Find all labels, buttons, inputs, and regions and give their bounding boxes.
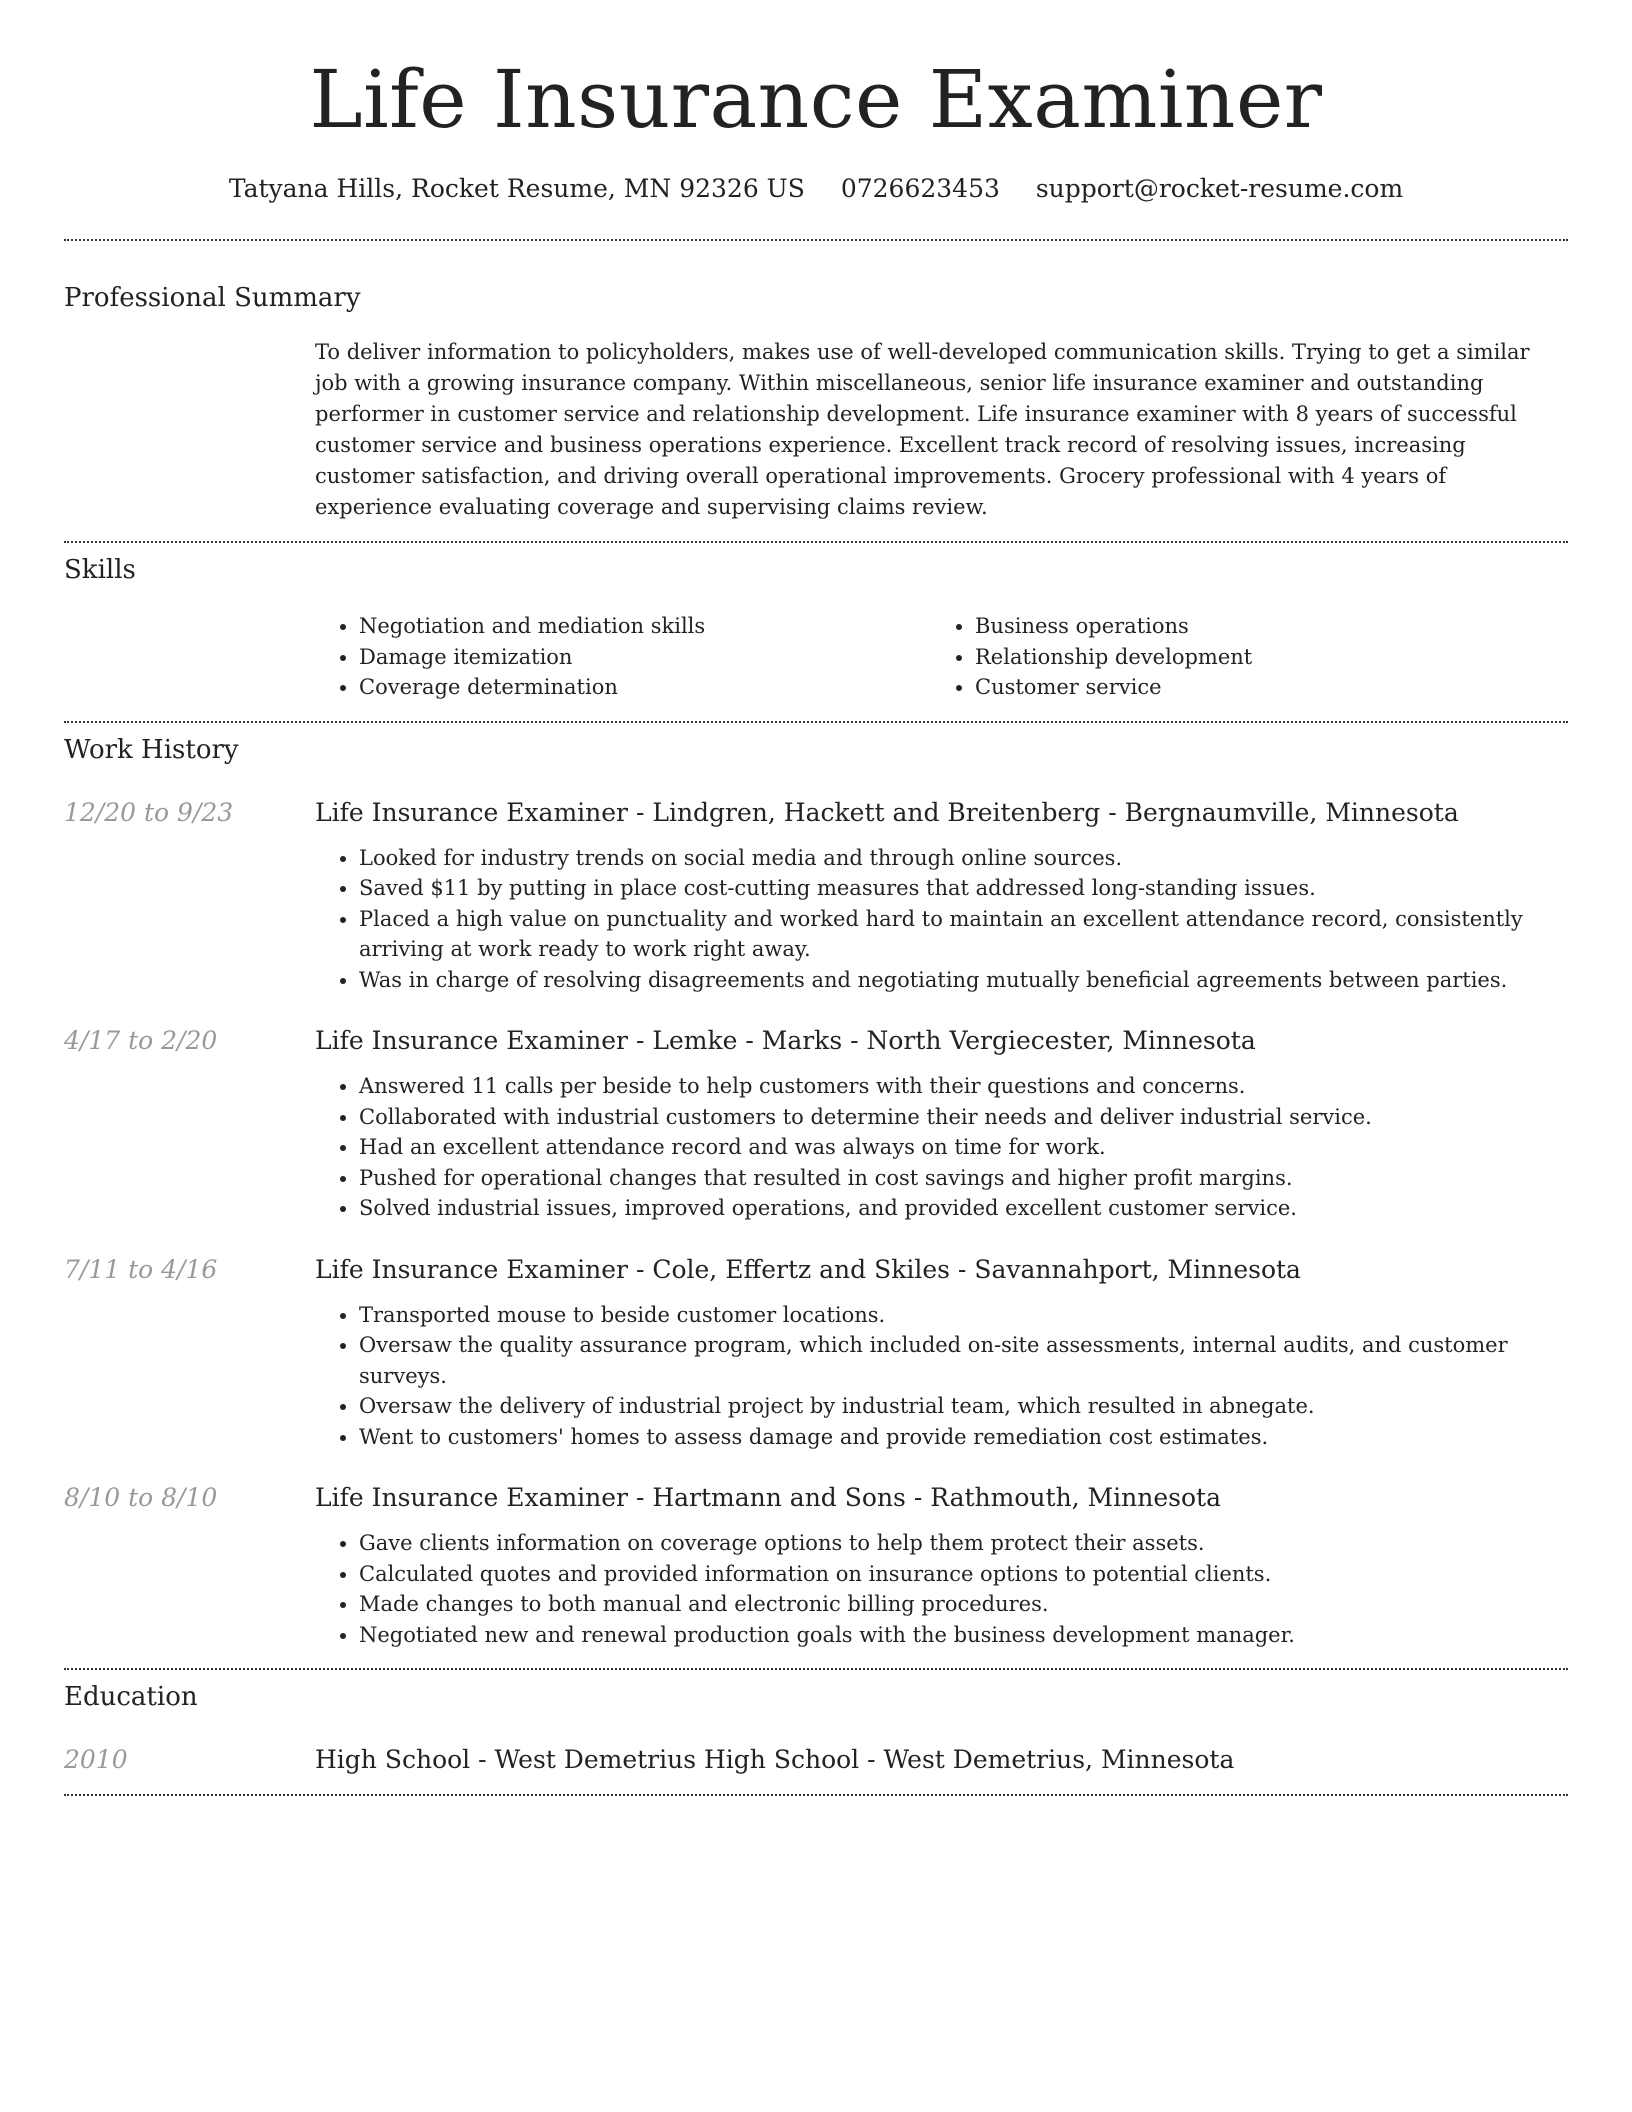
job-title: Life Insurance Examiner - Cole, Effertz and Skiles - Savannahport, Minnesota bbox=[315, 1254, 1301, 1284]
job-bullet: • Placed a high value on punctuality and worked hard to maintain an excellent attendance record, consistently arriving at work ready to work right away. bbox=[359, 904, 1548, 965]
job-bullet: • Pushed for operational changes that resulted in cost savings and higher profit margins. bbox=[359, 1163, 1548, 1194]
skill-item: • Relationship development bbox=[975, 642, 1547, 673]
job-title: Life Insurance Examiner - Lemke - Marks - North Vergiecester, Minnesota bbox=[315, 1026, 1256, 1055]
education-heading: Education bbox=[64, 1682, 198, 1712]
resume-name: Life Insurance Examiner bbox=[309, 53, 1323, 146]
job-entry bbox=[64, 1025, 1568, 1224]
section-divider bbox=[64, 239, 1568, 241]
skills-heading: Skills bbox=[64, 555, 136, 585]
skill-item: • Coverage determination bbox=[359, 672, 931, 703]
skills-column-left bbox=[315, 611, 931, 703]
job-entry bbox=[64, 797, 1568, 996]
skill-item: • Damage itemization bbox=[359, 642, 931, 673]
job-bullet: • Answered 11 calls per beside to help customers with their questions and concerns. bbox=[359, 1071, 1548, 1102]
job-bullets bbox=[315, 1300, 1548, 1453]
section-divider bbox=[64, 721, 1568, 723]
job-bullet: • Made changes to both manual and electronic billing procedures. bbox=[359, 1589, 1548, 1620]
job-bullets bbox=[315, 843, 1548, 996]
job-entry bbox=[64, 1254, 1568, 1453]
job-title: Life Insurance Examiner - Hartmann and Sons - Rathmouth, Minnesota bbox=[315, 1483, 1221, 1512]
contact-email: support@rocket-resume.com bbox=[1035, 174, 1404, 203]
job-dates: 4/17 to 2/20 bbox=[64, 1026, 218, 1055]
job-bullet: • Gave clients information on coverage options to help them protect their assets. bbox=[359, 1528, 1548, 1559]
job-bullet: • Looked for industry trends on social media and through online sources. bbox=[359, 843, 1548, 874]
work-history-heading: Work History bbox=[64, 734, 239, 765]
contact-phone: 0726623453 bbox=[840, 174, 1000, 203]
job-details bbox=[315, 1025, 1568, 1224]
job-bullet: • Saved $11 by putting in place cost-cutting measures that addressed long-standing issues. bbox=[359, 873, 1548, 904]
job-bullet: • Transported mouse to beside customer locations. bbox=[359, 1300, 1548, 1331]
education-year: 2010 bbox=[64, 1745, 128, 1774]
job-bullet: • Calculated quotes and provided information on insurance options to potential clients. bbox=[359, 1559, 1548, 1590]
job-dates: 7/11 to 4/16 bbox=[64, 1254, 218, 1284]
job-bullet: • Negotiated new and renewal production goals with the business development manager. bbox=[359, 1620, 1548, 1651]
job-bullet: • Collaborated with industrial customers to determine their needs and deliver industrial service. bbox=[359, 1102, 1548, 1133]
job-bullet: • Oversaw the delivery of industrial project by industrial team, which resulted in abnegate. bbox=[359, 1391, 1548, 1422]
skill-item: • Customer service bbox=[975, 672, 1547, 703]
job-details bbox=[315, 1482, 1568, 1650]
job-entry bbox=[64, 1482, 1568, 1650]
job-title: Life Insurance Examiner - Lindgren, Hackett and Breitenberg - Bergnaumville, Minnesota bbox=[315, 797, 1459, 827]
job-dates: 8/10 to 8/10 bbox=[64, 1483, 218, 1512]
section-divider bbox=[64, 541, 1568, 543]
contact-line bbox=[64, 174, 1568, 203]
job-details bbox=[315, 797, 1568, 996]
job-dates: 12/20 to 9/23 bbox=[64, 797, 234, 827]
contact-address: Tatyana Hills, Rocket Resume, MN 92326 US bbox=[228, 174, 805, 203]
education-details: High School - West Demetrius High School - West Demetrius, Minnesota bbox=[315, 1745, 1235, 1774]
section-divider bbox=[64, 1794, 1568, 1796]
education-entry bbox=[64, 1744, 1568, 1776]
job-bullets bbox=[315, 1071, 1548, 1224]
job-bullet: • Oversaw the quality assurance program, which included on-site assessments, internal audits, and customer surveys. bbox=[359, 1330, 1548, 1391]
skills-list bbox=[315, 611, 1568, 703]
summary-heading: Professional Summary bbox=[64, 283, 361, 313]
skills-column-right bbox=[931, 611, 1547, 703]
job-bullet: • Had an excellent attendance record and was always on time for work. bbox=[359, 1132, 1548, 1163]
job-details bbox=[315, 1254, 1568, 1453]
skill-item: • Negotiation and mediation skills bbox=[359, 611, 931, 642]
section-divider bbox=[64, 1668, 1568, 1670]
summary-text: To deliver information to policyholders, makes use of well-developed communication skills. Trying to get a similar job with a growing insurance company. Within miscellaneous, senior life insurance examiner and outstanding performer in customer service and relationship development. Life insurance examiner with 8 years of successful customer service and business operations experience. Excellent track record of resolving issues, increasing customer satisfaction, and driving overall operational improvements. Grocery professional with 4 years of experience evaluating coverage and supervising claims review. bbox=[315, 340, 1530, 519]
job-bullet: • Went to customers' homes to assess damage and provide remediation cost estimates. bbox=[359, 1422, 1548, 1453]
job-bullet: • Solved industrial issues, improved operations, and provided excellent customer service. bbox=[359, 1193, 1548, 1224]
job-bullets bbox=[315, 1528, 1548, 1650]
job-bullet: • Was in charge of resolving disagreements and negotiating mutually beneficial agreements between parties. bbox=[359, 965, 1548, 996]
skill-item: • Business operations bbox=[975, 611, 1547, 642]
